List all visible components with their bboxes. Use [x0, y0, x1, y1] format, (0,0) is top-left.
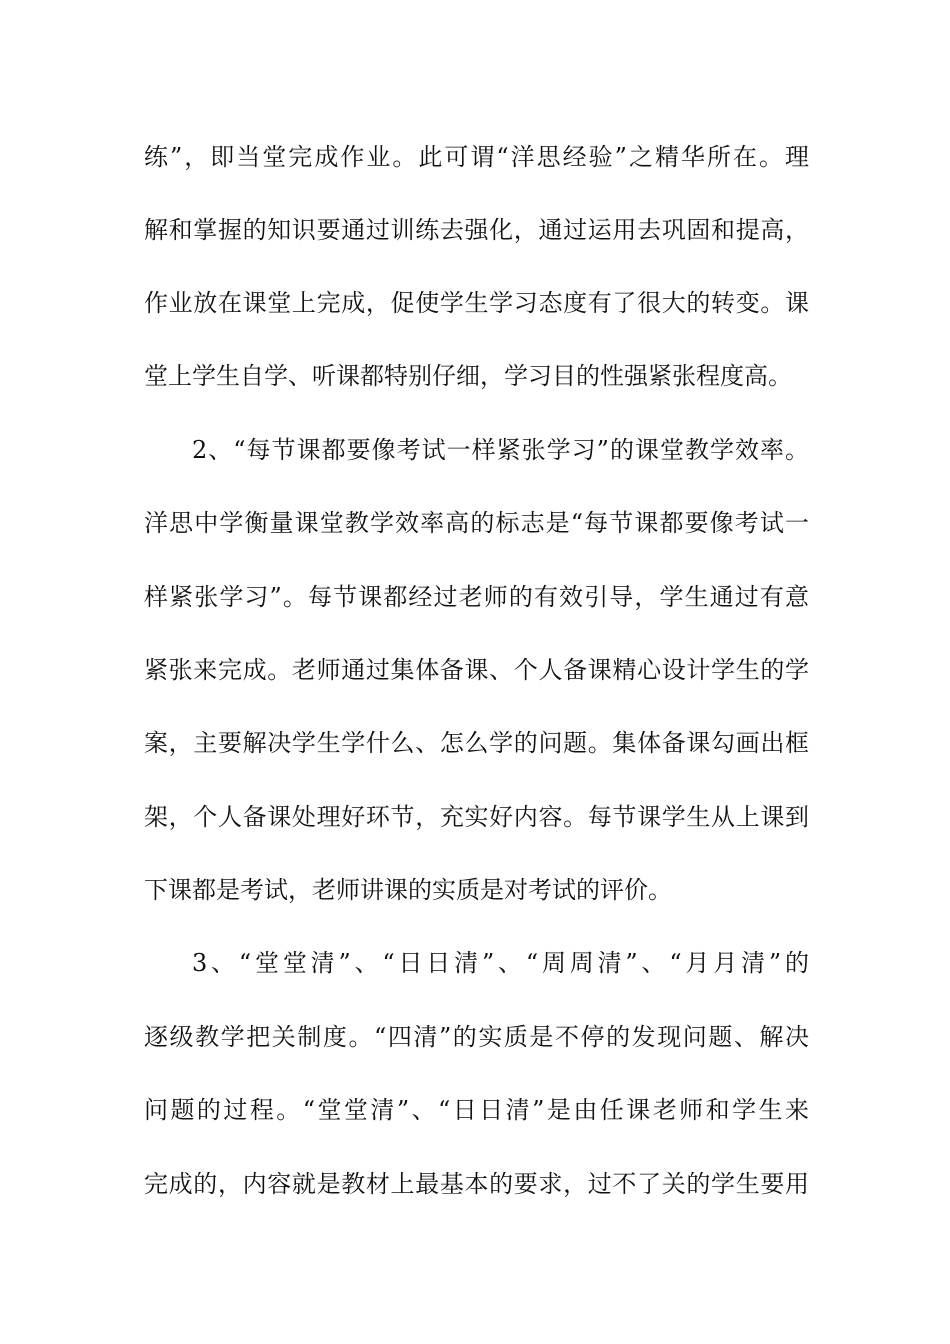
text-line: 逐级教学把关制度。“四清”的实质是不停的发现问题、解决 [144, 1023, 809, 1051]
text-line: 练”，即当堂完成作业。此可谓“洋思经验”之精华所在。理 [144, 143, 809, 171]
text-line: 紧张来完成。老师通过集体备课、个人备课精心设计学生的学 [144, 656, 809, 684]
text-line: 架，个人备课处理好环节，充实好内容。每节课学生从上课到 [144, 803, 809, 831]
text-line: 堂上学生自学、听课都特别仔细，学习目的性强紧张程度高。 [144, 362, 792, 390]
paragraph-heading-2: 2、“每节课都要像考试一样紧张学习”的课堂教学效率。 [192, 436, 809, 464]
text-line: 样紧张学习”。每节课都经过老师的有效引导，学生通过有意 [144, 583, 809, 611]
text-line: 洋思中学衡量课堂教学效率高的标志是“每节课都要像考试一 [144, 509, 809, 537]
text-line: 案，主要解决学生学什么、怎么学的问题。集体备课勾画出框 [144, 729, 809, 757]
paragraph-heading-3: 3、“堂堂清”、“日日清”、“周周清”、“月月清”的 [192, 949, 809, 977]
text-line: 下课都是考试，老师讲课的实质是对考试的评价。 [144, 876, 672, 904]
text-line: 作业放在课堂上完成，促使学生学习态度有了很大的转变。课 [144, 289, 809, 317]
text-line: 完成的，内容就是教材上最基本的要求，过不了关的学生要用 [144, 1170, 809, 1198]
text-line: 问题的过程。“堂堂清”、“日日清”是由任课老师和学生来 [144, 1096, 809, 1124]
text-line: 解和掌握的知识要通过训练去强化，通过运用去巩固和提高， [144, 216, 809, 244]
